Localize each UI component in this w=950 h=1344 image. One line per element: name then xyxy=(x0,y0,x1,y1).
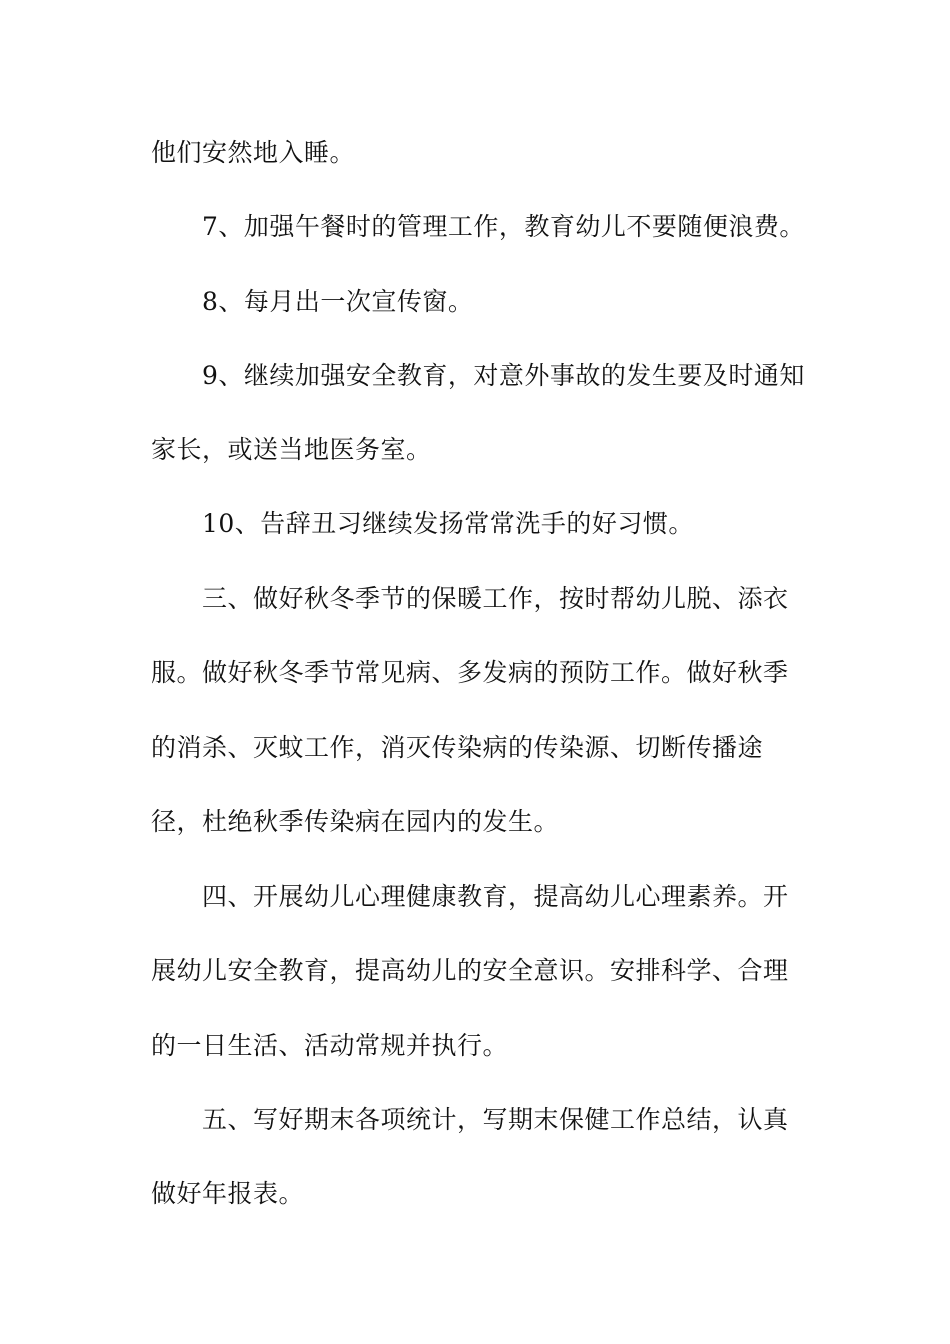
text-line: 展幼儿安全教育，提高幼儿的安全意识。安排科学、合理 xyxy=(151,956,789,985)
text-line: 10、告辞丑习继续发扬常常洗手的好习惯。 xyxy=(202,509,694,538)
text-line: 三、做好秋冬季节的保暖工作，按时帮幼儿脱、添衣 xyxy=(202,584,789,613)
text-line: 8、每月出一次宣传窗。 xyxy=(202,287,474,316)
text-line: 四、开展幼儿心理健康教育，提高幼儿心理素养。开 xyxy=(202,882,789,911)
text-line: 家长，或送当地医务室。 xyxy=(151,435,432,464)
text-line: 做好年报表。 xyxy=(151,1179,305,1208)
text-line: 的一日生活、活动常规并执行。 xyxy=(151,1031,509,1060)
text-line: 的消杀、灭蚊工作，消灭传染病的传染源、切断传播途 xyxy=(151,733,764,762)
text-line: 径，杜绝秋季传染病在园内的发生。 xyxy=(151,807,560,836)
text-line: 9、继续加强安全教育，对意外事故的发生要及时通知 xyxy=(202,361,805,390)
text-line: 五、写好期末各项统计，写期末保健工作总结，认真 xyxy=(202,1105,789,1134)
text-line: 他们安然地入睡。 xyxy=(151,138,356,167)
text-line: 服。做好秋冬季节常见病、多发病的预防工作。做好秋季 xyxy=(151,658,789,687)
text-line: 7、加强午餐时的管理工作，教育幼儿不要随便浪费。 xyxy=(202,212,805,241)
